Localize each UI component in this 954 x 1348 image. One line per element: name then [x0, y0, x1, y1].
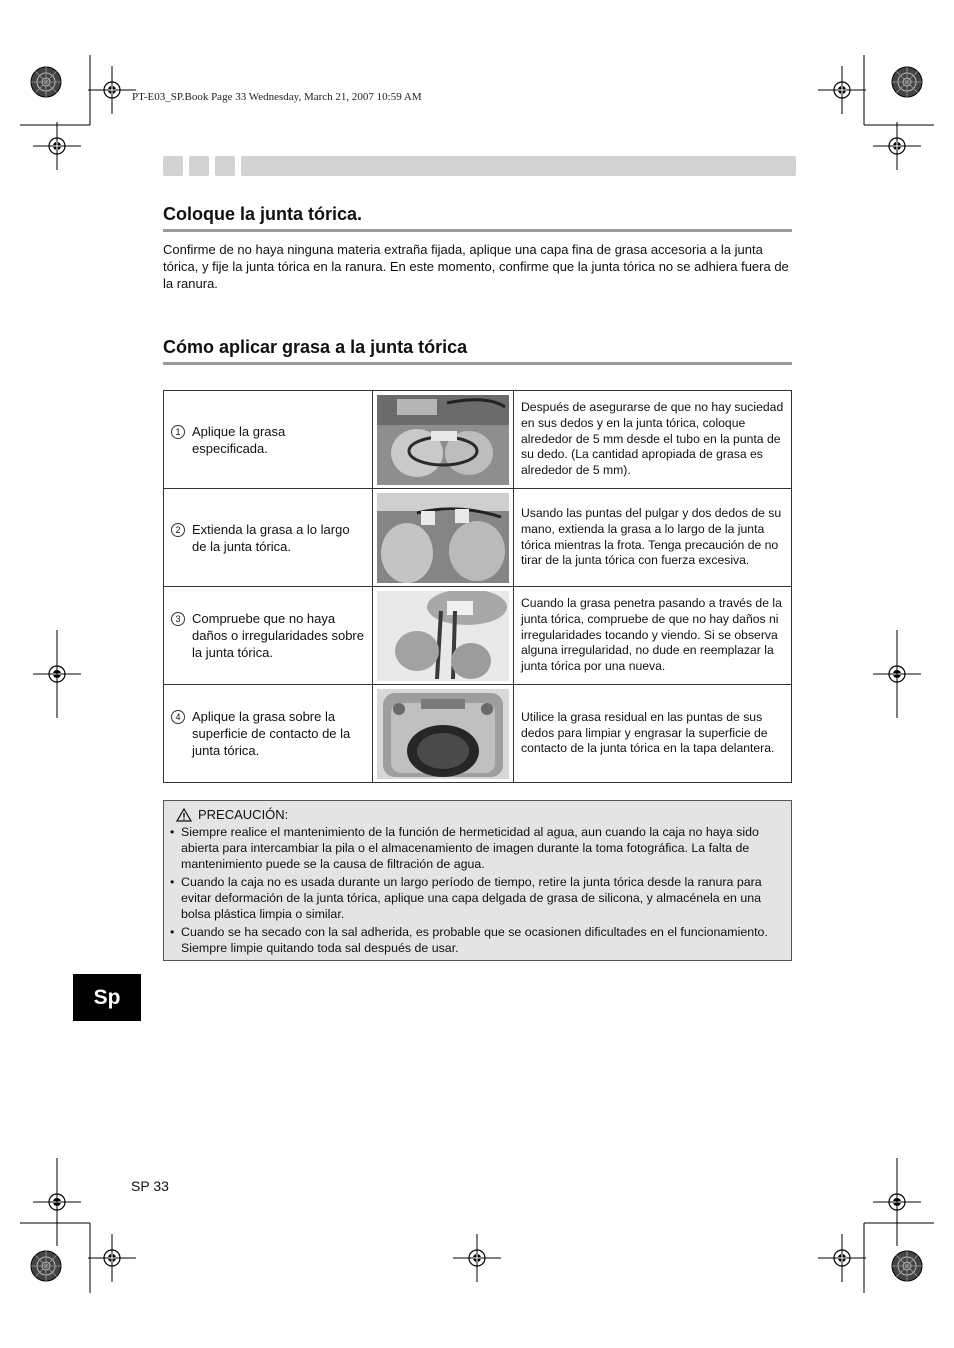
photo-housing-contact: [377, 689, 509, 779]
target-top-left-icon: [31, 67, 61, 97]
language-tab: Sp: [73, 974, 141, 1021]
step-number: 1: [171, 425, 185, 439]
step-description: Usando las puntas del pulgar y dos dedos de su mano, extienda la grasa a lo largo de la junta tórica mientras la frota. Tenga precaución de no tirar de la junta tórica con fuerza excesiva.: [521, 506, 782, 568]
section-intro-text: Confirme de no haya ninguna materia extraña fijada, aplique una capa fina de grasa accesoria a la junta tórica, y fije la junta tórica en la ranura. En este momento, confirme que la junta tórica no se adhiera fuera de la ranura.: [163, 242, 789, 291]
page-number: SP 33: [131, 1178, 169, 1194]
steps-table: [163, 390, 792, 783]
section-rule: [163, 229, 792, 232]
table-row: [164, 489, 792, 587]
section-rule: [163, 362, 792, 365]
list-item: • Siempre realice el mantenimiento de la función de hermeticidad al agua, aun cuando la caja no haya sido abierta para intercambiar la pila o el almacenamiento de imagen durante la toma fotográfica. La falta de mantenimiento puede se la causa de filtración de agua.: [170, 824, 785, 872]
caution-box: [163, 800, 792, 961]
header-square: [215, 156, 235, 176]
header-square: [163, 156, 183, 176]
crosshair-icon: [88, 66, 136, 114]
step-number: 2: [171, 523, 185, 537]
step-label: Aplique la grasa especificada.: [192, 423, 286, 456]
target-bottom-right-icon: [892, 1251, 922, 1281]
crosshair-icon: [453, 1234, 501, 1282]
print-header-info: PT-E03_SP.Book Page 33 Wednesday, March 21, 2007 10:59 AM: [132, 91, 422, 103]
header-band: [241, 156, 796, 176]
crosshair-icon: [873, 122, 921, 170]
step-number: 4: [171, 710, 185, 724]
header-square: [189, 156, 209, 176]
crosshair-icon: [88, 1234, 136, 1282]
section-title-grease: Cómo aplicar grasa a la junta tórica: [163, 337, 468, 357]
list-item: • Cuando la caja no es usada durante un largo período de tiempo, retire la junta tórica desde la ranura para evitar deformación de la junta tórica, aplique una capa delgada de grasa de silicona, y almacénela en una bolsa plástica limpia o similar.: [170, 874, 785, 922]
step-description: Utilice la grasa residual en las puntas de sus dedos para limpiar y engrasar la superficie de contacto de la junta tórica en la tapa delantera.: [521, 709, 775, 756]
caution-title: PRECAUCIÓN:: [198, 807, 289, 822]
section-title-oring: Coloque la junta tórica.: [163, 204, 363, 224]
warning-triangle-icon: [176, 808, 192, 822]
crosshair-icon: [818, 66, 866, 114]
step-label: Aplique la grasa sobre la superficie de contacto de la junta tórica.: [192, 709, 351, 758]
table-row: [164, 391, 792, 489]
photo-apply-grease: [377, 395, 509, 485]
table-row: [164, 587, 792, 685]
list-item: • Cuando se ha secado con la sal adherida, es probable que se ocasionen dificultades en el funcionamiento. Siempre limpie quitando toda sal después de usar.: [170, 924, 785, 956]
photo-spread-grease: [377, 493, 509, 583]
photo-inspect-oring: [377, 591, 509, 681]
step-description: Después de asegurarse de que no hay suciedad en sus dedos y en la junta tórica, coloque alrededor de 5 mm desde el tubo en la punta de su dedo. (La cantidad apropiada de grasa es alrededor de 5 mm).: [521, 400, 784, 478]
crosshair-icon: [33, 122, 81, 170]
table-row: [164, 685, 792, 783]
caution-list: [170, 824, 785, 958]
target-bottom-left-icon: [31, 1251, 61, 1281]
step-label: Compruebe que no haya daños o irregularidades sobre la junta tórica.: [192, 611, 364, 660]
step-description: Cuando la grasa penetra pasando a través de la junta tórica, compruebe de que no hay daños ni irregularidades tocando y viendo. Si se observa alguna irregularidad, no dude en reemplazar la junta tórica por una nueva.: [521, 596, 782, 674]
target-top-right-icon: [892, 67, 922, 97]
crosshair-icon: [818, 1234, 866, 1282]
step-label: Extienda la grasa a lo largo de la junta tórica.: [192, 521, 350, 554]
step-number: 3: [171, 612, 185, 626]
